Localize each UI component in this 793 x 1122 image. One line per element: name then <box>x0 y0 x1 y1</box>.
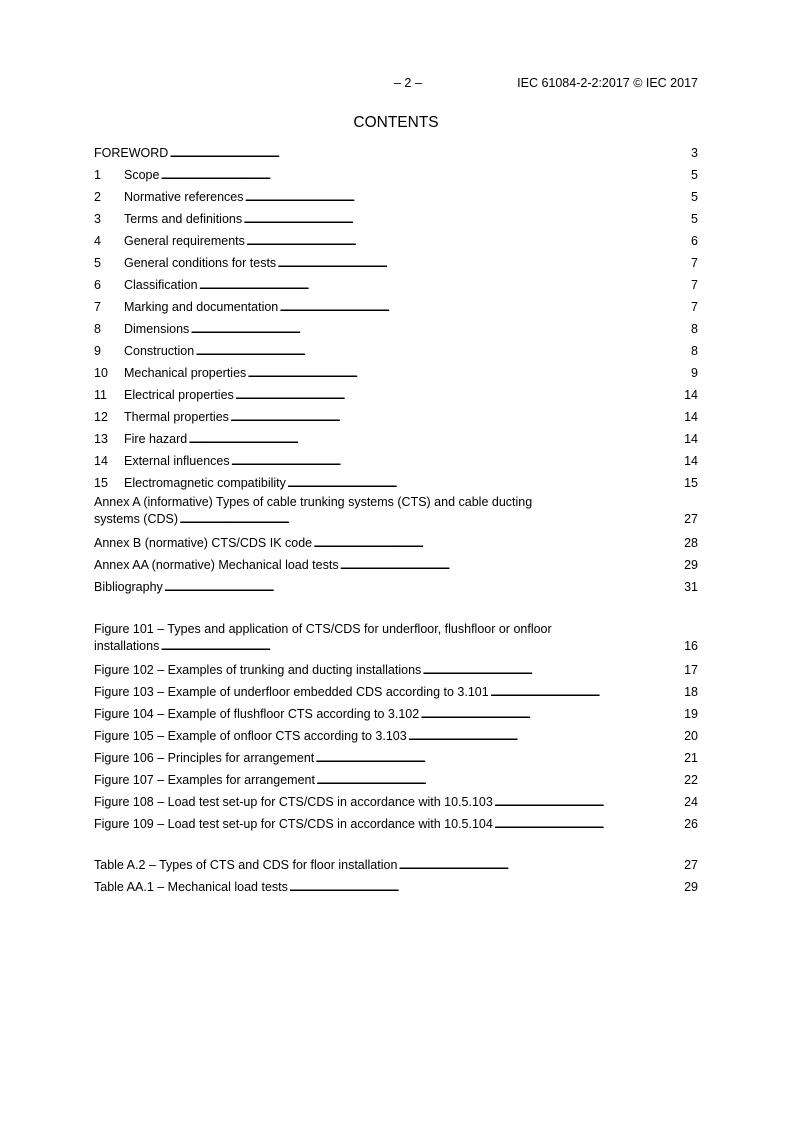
toc-page: 29 <box>684 558 698 572</box>
toc-figures <box>94 621 698 835</box>
toc-leader <box>490 681 683 703</box>
toc-entry-clause[interactable] <box>94 208 698 230</box>
toc-number: 11 <box>94 388 107 402</box>
toc-page: 8 <box>691 344 698 358</box>
toc-leader <box>188 428 683 450</box>
toc-entry-clause[interactable] <box>94 362 698 384</box>
toc-number: 8 <box>94 322 101 336</box>
document-id: IEC 61084-2-2:2017 © IEC 2017 <box>517 76 698 90</box>
toc-entry-clause[interactable] <box>94 340 698 362</box>
toc-entry-foreword[interactable] <box>94 142 698 164</box>
toc-number: 15 <box>94 476 108 490</box>
toc-leader <box>243 208 690 230</box>
toc-entry-clause[interactable] <box>94 428 698 450</box>
toc-entry-clause[interactable] <box>94 318 698 340</box>
toc-page: 14 <box>684 454 698 468</box>
toc-leader <box>231 450 683 472</box>
toc-label: Classification <box>124 278 198 292</box>
toc-label: Fire hazard <box>124 432 188 446</box>
toc-clauses <box>94 142 698 598</box>
toc-leader <box>398 854 683 876</box>
toc-leader <box>422 659 683 681</box>
toc-number: 3 <box>94 212 101 226</box>
toc-entry-clause[interactable] <box>94 230 698 252</box>
toc-label: Marking and documentation <box>124 300 279 314</box>
toc-number: 1 <box>94 168 101 182</box>
toc-label: Construction <box>124 344 195 358</box>
toc-label: Dimensions <box>124 322 190 336</box>
toc-label: Figure 101 – Types and application of CTS/CDS for underfloor, flushfloor or onfloor <box>94 622 552 636</box>
toc-number: 12 <box>94 410 108 424</box>
toc-page: 5 <box>691 212 698 226</box>
toc-page: 14 <box>684 388 698 402</box>
toc-leader <box>199 274 690 296</box>
toc-page: 9 <box>691 366 698 380</box>
toc-leader <box>313 532 683 554</box>
toc-number: 5 <box>94 256 101 270</box>
toc-leader <box>340 554 684 576</box>
toc-label: Electrical properties <box>124 388 234 402</box>
toc-leader <box>195 340 690 362</box>
toc-page: 18 <box>684 685 698 699</box>
toc-number: 7 <box>94 300 101 314</box>
toc-number: 9 <box>94 344 101 358</box>
toc-number: 4 <box>94 234 101 248</box>
toc-page: 29 <box>684 880 698 894</box>
toc-label: Figure 103 – Example of underfloor embedded CDS according to 3.101 <box>94 685 489 699</box>
toc-leader <box>169 142 690 164</box>
toc-label: Figure 105 – Example of onfloor CTS according to 3.103 <box>94 729 407 743</box>
toc-number: 6 <box>94 278 101 292</box>
toc-leader <box>179 511 683 528</box>
toc-page: 14 <box>684 410 698 424</box>
toc-leader <box>315 747 683 769</box>
toc-label: FOREWORD <box>94 146 169 160</box>
toc-page: 7 <box>691 300 698 314</box>
toc-label: Figure 104 – Example of flushfloor CTS according to 3.102 <box>94 707 420 721</box>
toc-entry-clause[interactable] <box>94 384 698 406</box>
toc-leader <box>494 813 683 835</box>
toc-label-continued: systems (CDS) <box>94 512 179 526</box>
toc-page: 5 <box>691 168 698 182</box>
contents-title: CONTENTS <box>353 114 439 131</box>
toc-leader <box>420 703 683 725</box>
toc-page: 7 <box>691 256 698 270</box>
page-number: – 2 – <box>394 76 422 90</box>
toc-number: 13 <box>94 432 108 446</box>
toc-page: 17 <box>684 663 698 677</box>
toc-entry-figure[interactable] <box>94 681 698 703</box>
toc-label: Table AA.1 – Mechanical load tests <box>94 880 288 894</box>
toc-entry-clause[interactable] <box>94 164 698 186</box>
toc-page: 21 <box>684 751 698 765</box>
toc-entry-bibliography[interactable] <box>94 576 698 598</box>
toc-label: Mechanical properties <box>124 366 247 380</box>
toc-label: General conditions for tests <box>124 256 277 270</box>
toc-page: 20 <box>684 729 698 743</box>
toc-label: Scope <box>124 168 160 182</box>
toc-label: Electromagnetic compatibility <box>124 476 286 490</box>
toc-entry-figure[interactable] <box>94 659 698 681</box>
toc-leader <box>164 576 683 598</box>
toc-page: 22 <box>684 773 698 787</box>
toc-entry-clause[interactable] <box>94 472 698 494</box>
toc-entry-figure-101[interactable] <box>94 621 698 659</box>
toc-label: General requirements <box>124 234 245 248</box>
toc-entry-clause[interactable] <box>94 252 698 274</box>
toc-label: Bibliography <box>94 580 163 594</box>
toc-page: 28 <box>684 536 698 550</box>
toc-entry-annex-b[interactable] <box>94 532 698 554</box>
toc-leader <box>316 769 683 791</box>
toc-leader <box>235 384 683 406</box>
toc-label: Annex B (normative) CTS/CDS IK code <box>94 536 313 550</box>
toc-label: Figure 108 – Load test set-up for CTS/CDS in accordance with 10.5.103 <box>94 795 493 809</box>
toc-label: Annex AA (normative) Mechanical load tests <box>94 558 339 572</box>
toc-label: Figure 109 – Load test set-up for CTS/CDS in accordance with 10.5.104 <box>94 817 493 831</box>
toc-page: 7 <box>691 278 698 292</box>
toc-page: 27 <box>684 858 698 872</box>
toc-entry-table[interactable] <box>94 876 698 898</box>
toc-page: 31 <box>684 580 698 594</box>
toc-leader <box>245 186 691 208</box>
toc-leader <box>277 252 690 274</box>
toc-entry-annex-aa[interactable] <box>94 554 698 576</box>
toc-entry-clause[interactable] <box>94 296 698 318</box>
toc-entry-clause[interactable] <box>94 274 698 296</box>
toc-leader <box>408 725 683 747</box>
toc-leader <box>190 318 690 340</box>
toc-label: Table A.2 – Types of CTS and CDS for floor installation <box>94 858 398 872</box>
toc-label: External influences <box>124 454 230 468</box>
toc-label: Figure 106 – Principles for arrangement <box>94 751 315 765</box>
toc-entry-figure[interactable] <box>94 725 698 747</box>
toc-leader <box>230 406 683 428</box>
toc-entry-figure[interactable] <box>94 747 698 769</box>
toc-page: 16 <box>684 639 698 653</box>
toc-page: 24 <box>684 795 698 809</box>
toc-label: Thermal properties <box>124 410 229 424</box>
toc-page: 15 <box>684 476 698 490</box>
toc-page: 27 <box>684 512 698 526</box>
toc-page: 14 <box>684 432 698 446</box>
toc-entry-clause[interactable] <box>94 406 698 428</box>
toc-page: 8 <box>691 322 698 336</box>
toc-leader <box>494 791 683 813</box>
page-header <box>94 76 698 92</box>
toc-label: Figure 107 – Examples for arrangement <box>94 773 315 787</box>
toc-page: 3 <box>691 146 698 160</box>
toc-leader <box>287 472 683 494</box>
toc-page: 5 <box>691 190 698 204</box>
toc-label: Annex A (informative) Types of cable trunking systems (CTS) and cable ducting <box>94 495 533 509</box>
toc-label: Terms and definitions <box>124 212 243 226</box>
toc-entry-figure[interactable] <box>94 813 698 835</box>
toc-label: Normative references <box>124 190 244 204</box>
toc-leader <box>160 638 683 655</box>
toc-tables <box>94 854 698 898</box>
toc-label-continued: installations <box>94 639 160 653</box>
toc-page: 26 <box>684 817 698 831</box>
toc-entry-table[interactable] <box>94 854 698 876</box>
toc-page: 6 <box>691 234 698 248</box>
toc-entry-clause[interactable] <box>94 186 698 208</box>
toc-number: 10 <box>94 366 108 380</box>
toc-number: 2 <box>94 190 101 204</box>
toc-leader <box>160 164 690 186</box>
toc-entry-figure[interactable] <box>94 703 698 725</box>
toc-entry-annex-a[interactable] <box>94 494 698 532</box>
toc-leader <box>289 876 683 898</box>
toc-label: Figure 102 – Examples of trunking and ducting installations <box>94 663 422 677</box>
toc-page: 19 <box>684 707 698 721</box>
toc-entry-figure[interactable] <box>94 769 698 791</box>
toc-leader <box>246 230 690 252</box>
toc-number: 14 <box>94 454 108 468</box>
toc-leader <box>279 296 690 318</box>
toc-leader <box>247 362 690 384</box>
toc-entry-clause[interactable] <box>94 450 698 472</box>
toc-entry-figure[interactable] <box>94 791 698 813</box>
